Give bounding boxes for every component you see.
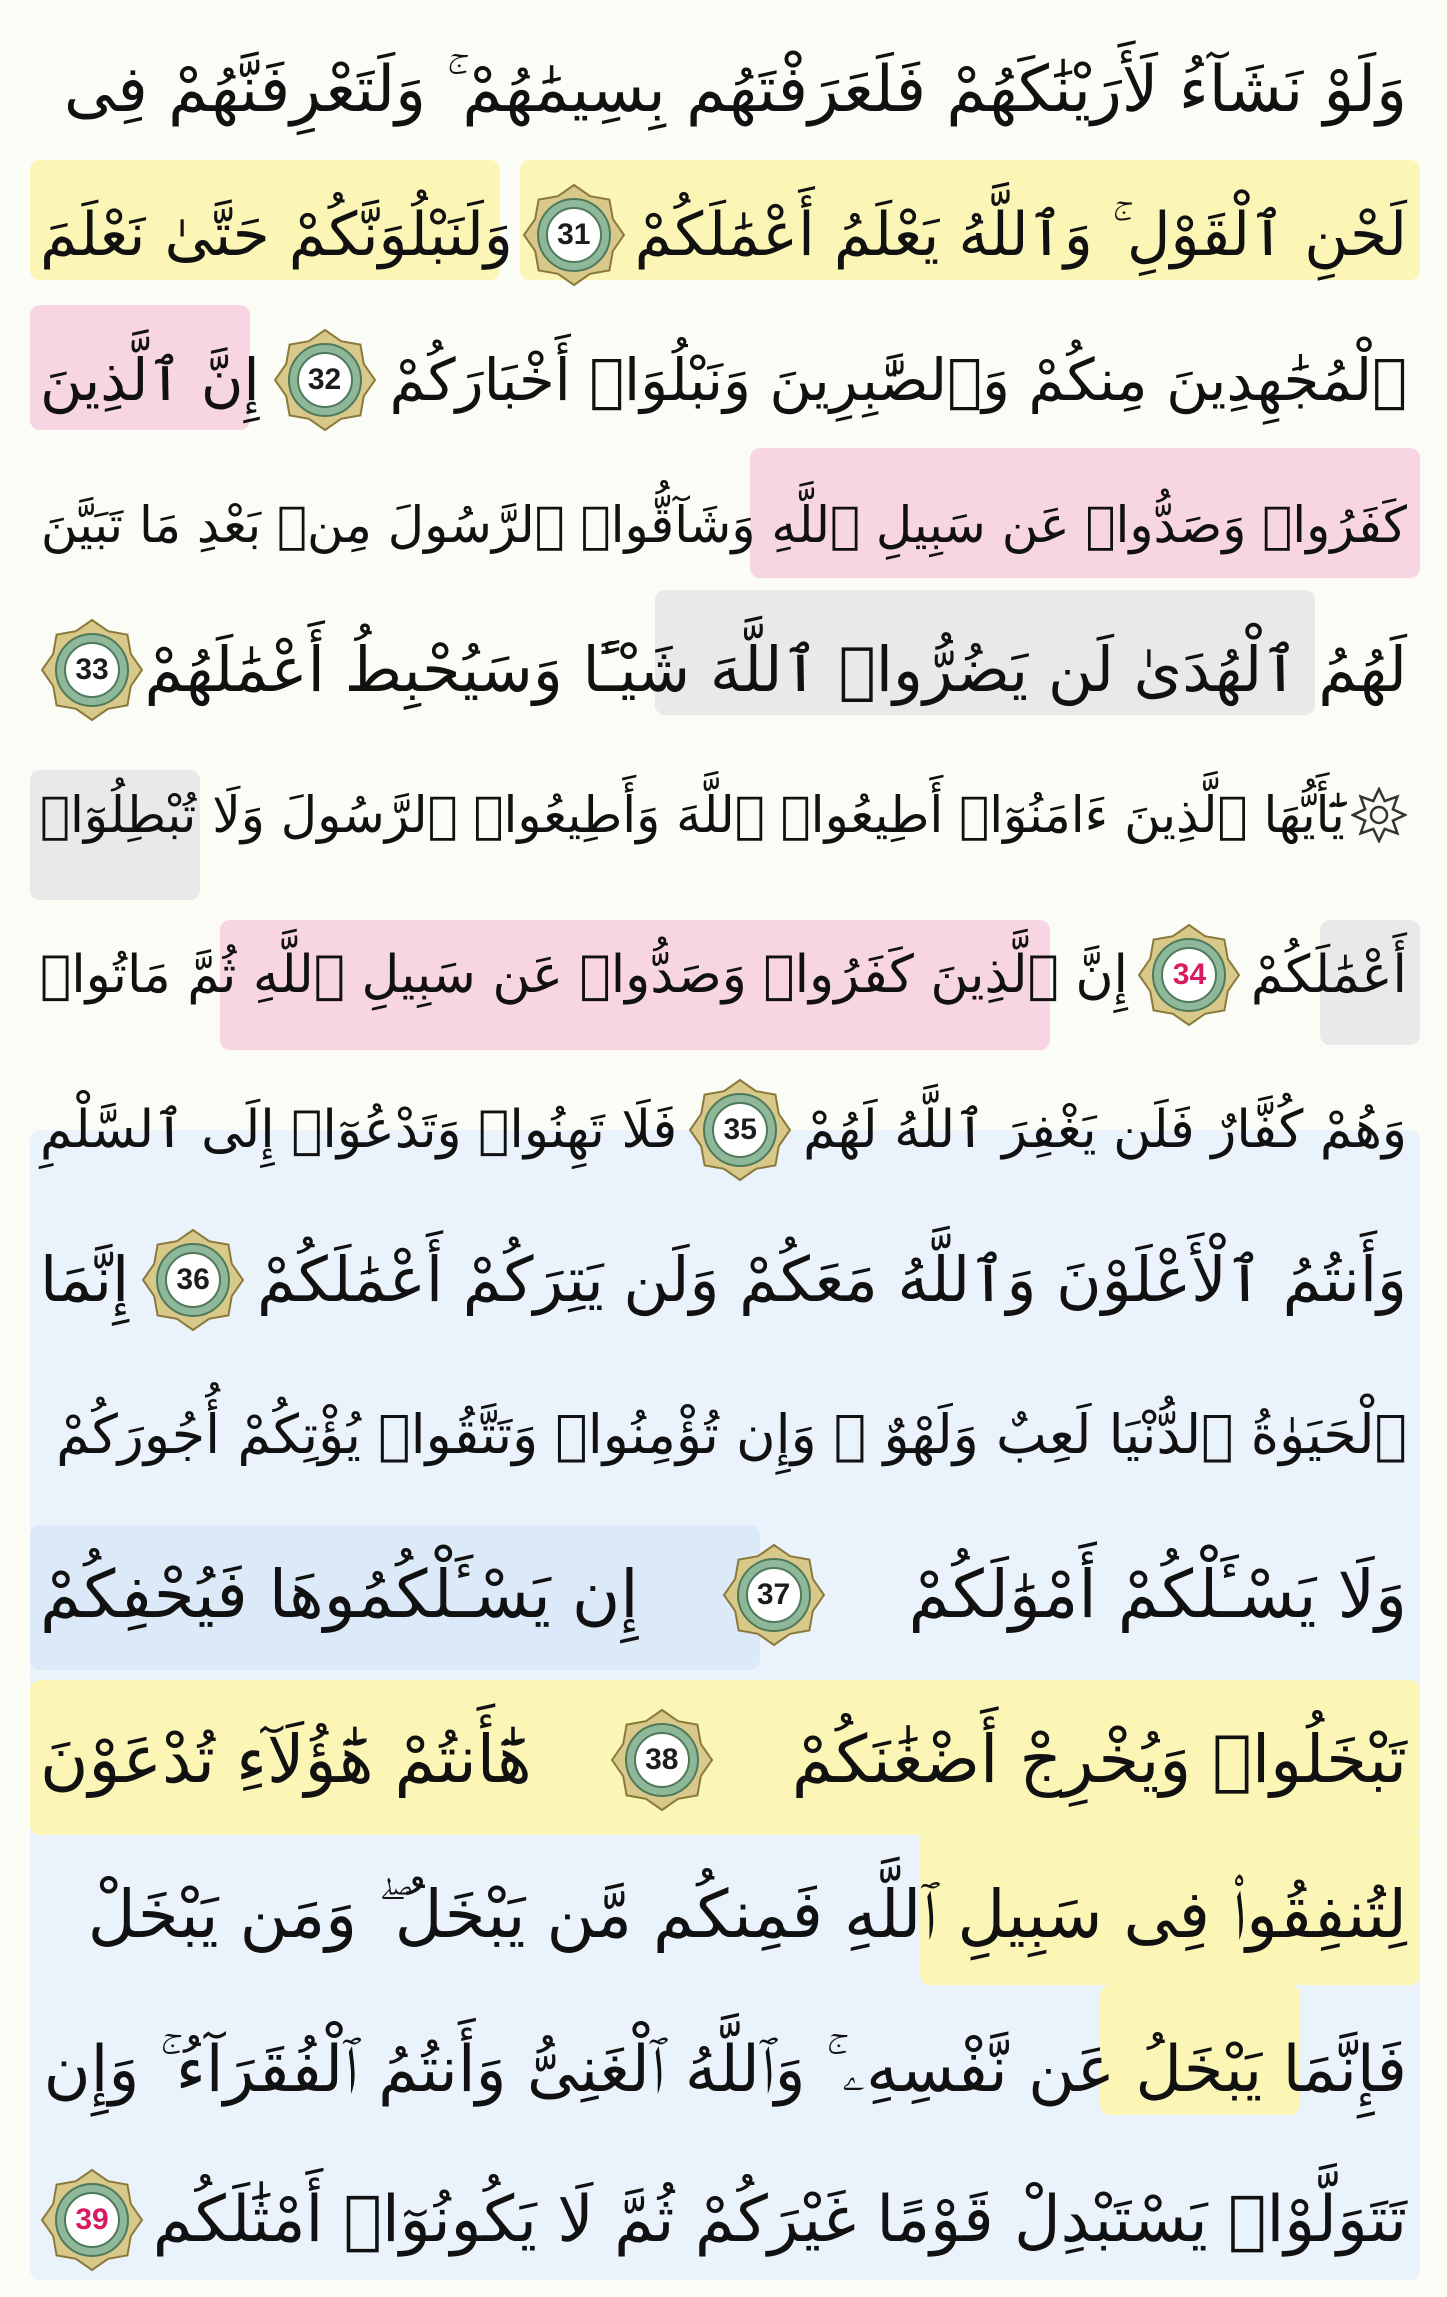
verse-line xyxy=(40,1365,1407,1505)
ayah-number-marker xyxy=(522,183,626,287)
verse-line xyxy=(40,745,1407,885)
ayah-number-marker xyxy=(141,1228,245,1332)
ayah-number-marker xyxy=(40,618,144,722)
verse-line xyxy=(40,455,1407,595)
verse-text: تَبْخَلُوا۟ وَيُخْرِجْ أَضْغَٰنَكُمْ xyxy=(791,1721,1407,1798)
verse-text: لِتُنفِقُوا۟ فِى سَبِيلِ ٱللَّهِ فَمِنكُم مَّن يَبْخَلُ ۖ وَمَن يَبْخَلْ xyxy=(87,1876,1407,1953)
verse-text: إِنَّ ٱلَّذِينَ كَفَرُوا۟ وَصَدُّوا۟ عَن سَبِيلِ ٱللَّهِ ثُمَّ مَاتُوا۟ xyxy=(40,945,1128,1005)
ayah-number-marker xyxy=(273,328,377,432)
ayah-number: 39 xyxy=(75,2203,109,2236)
verse-text: أَعْمَٰلَكُمْ xyxy=(1250,945,1407,1005)
verse-text: لَحْنِ ٱلْقَوْلِ ۚ وَٱللَّهُ يَعْلَمُ أَعْمَٰلَكُمْ xyxy=(634,200,1407,270)
verse-text: فَلَا تَهِنُوا۟ وَتَدْعُوٓا۟ إِلَى ٱلسَّلْمِ xyxy=(40,1100,678,1160)
ayah-number: 38 xyxy=(645,1743,679,1776)
ayah-number-marker xyxy=(610,1708,714,1812)
verse-text: إِن يَسْـَٔلْكُمُوهَا فَيُحْفِكُمْ xyxy=(40,1556,639,1633)
ayah-number: 36 xyxy=(176,1263,210,1296)
verse-text: إِنَّمَا xyxy=(40,1243,130,1316)
verse-text: إِنَّ ٱلَّذِينَ xyxy=(40,346,260,414)
ayah-number: 33 xyxy=(75,653,109,686)
verse-text: وَلَوْ نَشَآءُ لَأَرَيْنَٰكَهُمْ فَلَعَرَفْتَهُم بِسِيمَٰهُمْ ۚ وَلَتَعْرِفَنَّهُمْ فِى xyxy=(63,53,1407,127)
verse-text: ٱلْحَيَوٰةُ ٱلدُّنْيَا لَعِبٌ وَلَهْوٌ ۚ وَإِن تُؤْمِنُوا۟ وَتَتَّقُوا۟ يُؤْتِكُمْ أُجُورَكُمْ xyxy=(56,1403,1407,1466)
verse-text: فَإِنَّمَا يَبْخَلُ عَن نَّفْسِهِۦ ۚ وَٱللَّهُ ٱلْغَنِىُّ وَأَنتُمُ ٱلْفُقَرَآءُ ۚ وَإِن xyxy=(43,2033,1407,2107)
verse-text: وَهُمْ كُفَّارٌ فَلَن يَغْفِرَ ٱللَّهُ لَهُمْ xyxy=(803,1100,1407,1160)
verse-line xyxy=(40,905,1407,1045)
ayah-number: 31 xyxy=(557,218,591,251)
verse-text: كَفَرُوا۟ وَصَدُّوا۟ عَن سَبِيلِ ٱللَّهِ وَشَآقُّوا۟ ٱلرَّسُولَ مِنۢ بَعْدِ مَا تَبَيَّنَ xyxy=(40,496,1407,554)
ayah-number-marker xyxy=(40,2168,144,2272)
verse-text: لَهُمُ ٱلْهُدَىٰ لَن يَضُرُّوا۟ ٱللَّهَ شَيْـًٔا وَسَيُحْبِطُ أَعْمَٰلَهُمْ xyxy=(144,633,1407,706)
verse-line xyxy=(40,20,1407,160)
rub-el-hizb-icon xyxy=(1351,787,1407,843)
ayah-number: 32 xyxy=(307,363,342,396)
verse-line xyxy=(40,165,1407,305)
ayah-number-marker xyxy=(1137,923,1241,1027)
verse-text: وَأَنتُمُ ٱلْأَعْلَوْنَ وَٱللَّهُ مَعَكُمْ وَلَن يَتِرَكُمْ أَعْمَٰلَكُمْ xyxy=(256,1243,1407,1316)
ayah-number-marker xyxy=(722,1543,826,1647)
verse-text: يَٰٓأَيُّهَا ٱلَّذِينَ ءَامَنُوٓا۟ أَطِيعُوا۟ ٱللَّهَ وَأَطِيعُوا۟ ٱلرَّسُولَ وَلَا تُبْطِلُوٓا۟ xyxy=(40,786,1345,844)
ayah-number: 34 xyxy=(1172,958,1207,991)
verse-line xyxy=(40,1525,1407,1665)
verse-line xyxy=(40,1210,1407,1350)
verse-text: وَلَا يَسْـَٔلْكُمْ أَمْوَٰلَكُمْ xyxy=(908,1556,1407,1633)
verse-line xyxy=(40,310,1407,450)
verse-line xyxy=(40,2150,1407,2290)
verse-line xyxy=(40,1845,1407,1985)
verse-line xyxy=(40,1690,1407,1830)
verse-line xyxy=(40,1060,1407,1200)
ayah-number: 35 xyxy=(723,1113,757,1146)
ayah-number: 37 xyxy=(756,1578,791,1611)
verse-text: هَٰٓأَنتُمْ هَٰٓؤُلَآءِ تُدْعَوْنَ xyxy=(40,1721,532,1798)
verse-text: ٱلْمُجَٰهِدِينَ مِنكُمْ وَٱلصَّٰبِرِينَ وَنَبْلُوَا۟ أَخْبَارَكُمْ xyxy=(389,346,1407,414)
verse-text: وَلَنَبْلُوَنَّكُمْ حَتَّىٰ نَعْلَمَ xyxy=(40,200,513,270)
verse-line xyxy=(40,2000,1407,2140)
verse-text: تَتَوَلَّوْا۟ يَسْتَبْدِلْ قَوْمًا غَيْرَكُمْ ثُمَّ لَا يَكُونُوٓا۟ أَمْثَٰلَكُم xyxy=(152,2183,1407,2257)
verse-line xyxy=(40,600,1407,740)
ayah-number-marker xyxy=(688,1078,792,1182)
